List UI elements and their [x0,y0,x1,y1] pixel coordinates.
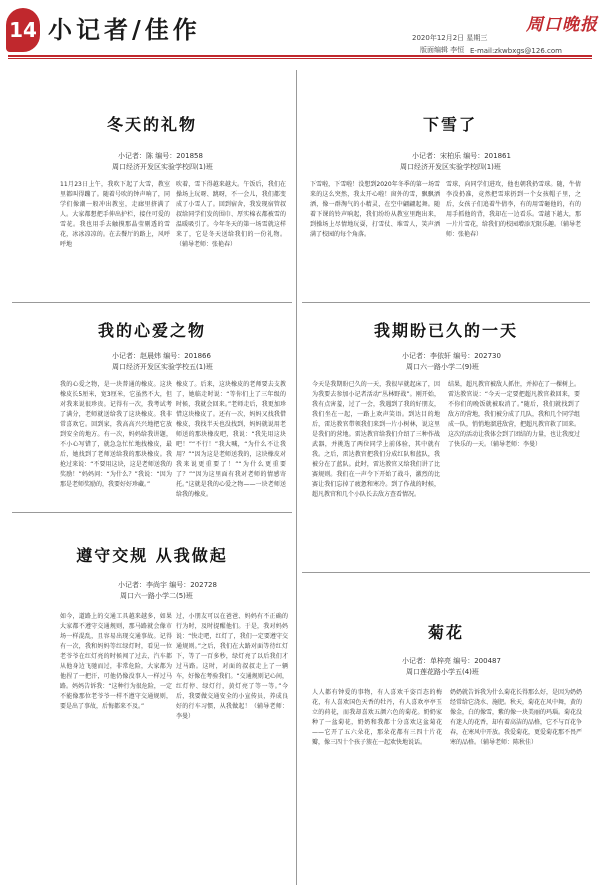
contact-email: E-mail:zkwbxgs@126.com [470,47,562,55]
article-byline: 小记者：李依轩 编号：202730 [402,352,501,360]
article-school: 周口莲花路小学五(4)班 [406,668,479,676]
article-body-col2: 吹着，雪下得越来越大。午饭后，我们在操场上玩呀、跳呀，不一会儿，我们都变成了小雪人了。回到宿舍，我发现宿管叔叔给同学们发的围巾、厚实棉衣都被雪的温暖吸引了。今年冬天的第一场雪就这样来了，它是冬天送给我们的一份礼物。（辅导老师：张艳春） [176,181,286,248]
article-body-col1: 人人都有钟爱的事物，有人喜欢千姿百态的梅花，有人喜欢国色天香的牡丹，有人喜欢亭亭玉立的荷花，而我却喜欢五颜六色的菊花。奶奶家种了一盆菊花，奶奶和我都十分喜欢这盆菊花——它开了五六朵花，那朵花都有三四十片花瓣，像三四十个孩子簇在一起欢快地说话。 [312,689,442,746]
issue-date: 2020年12月2日 星期三 [412,34,488,42]
article-body-col2: 奶奶就告诉我为什么菊花长得那么好，是因为奶奶经常给它浇水、施肥。秋天，菊花在风中舞，黄的像金，白的像雪，紫的像一块美丽的玛瑙。菊花没有迷人的花香，却有着高洁的品格，它不与百花争春，在寒风中开放。我爱菊花，更爱菊花那不畏严寒的品格。（辅导老师：陈秋佳） [450,689,582,746]
article-title: 下雪了 [422,115,477,134]
article-body-col1: 今天是我期盼已久的一天，我很早就起床了，因为我要去参加小记者活动“丛林野战”。刚开始，我有点害羞，过了一会，我遇到了我的好朋友，我们坐在一起，一路上欢声笑语。到达目的地后，雷达教官带领我们来到一片小树林，说这里是我们的营地。雷达教官给我们介绍了三种作战武器，并挑选了两位同学上前体验，其中就有我。之后，雷达教官把我们分成红队和蓝队，我被分在了蓝队。此时，雷达教官又给我们讲了比赛规则。我们在一声令下开始了战斗，激烈的比赛让我们忘掉了疲惫和寒冷。到了作战的时候，超凡教官和几个小队长去敌方查看情况。 [312,381,440,498]
paper-logo: 周口晚报 [526,15,598,35]
article-title: 我期盼已久的一天 [373,321,518,340]
section-title: 小记者/佳作 [48,15,201,44]
article-byline: 小记者：宋柏乐 编号：201861 [412,152,511,160]
row-divider [302,572,590,573]
article-byline: 小记者：单梓亮 编号：200487 [402,657,501,665]
article-body-col2: 结果，超凡教官被敌人抓住，并掉在了一棵树上。雷达教官说：“今天一定要把超凡教官救回来，要不你们的晚饭就被取消了。”随后，我们就找到了敌方的营地，我们被分成了几队，我和几个同学组成一队，悄悄地溜进敌营，把超凡教官救了回来。这次的活动让我体会到了团结的力量，也让我度过了快乐的一天。（辅导老师：李曼） [448,381,580,448]
article-body-col1: 如今，道路上的交通工具越来越多，如果大家都不遵守交通规则，那马路就会像市场一样混乱，且容易出现交通事故。记得有一次，我和妈妈等红绿灯时，看见一位老爷爷在红灯亮的时候闯了过去，汽车都从他身边飞驰而过，非常危险，大家都为他捏了一把汗，可他仍像没事人一样过马路。妈妈告诉我：“这种行为很危险，一定不能像那位老爷爷一样不遵守交通规则，要是出了事故，后悔都来不及。” [60,613,172,710]
article-body-col2: 过，小朋友可以在爸爸、妈妈有不正确的行为时，及时提醒他们。于是，我对妈妈说：“快走吧，红灯了，我们一定要遵守交通规则。”之后，我们在大路对面等待红灯下，等了一百多秒，绿灯亮了以后我们才过马路。这时，对面的叔叔走上了一辆车，好像在考验我们。“交通规则记心间，红灯停、绿灯行，黄灯亮了等一等。”今后，我要做交通安全的小宣传员，养成良好的行车习惯，从我做起！（辅导老师：李曼） [176,613,288,720]
page-number-badge [6,8,40,52]
header-rule-thin [8,58,592,59]
article-byline: 小记者：李尚宇 编号：202728 [118,581,217,589]
article-school: 周口六一路小学二(5)班 [120,592,193,600]
article-title: 我的心爱之物 [97,321,206,340]
article-school: 周口六一路小学二(9)班 [406,363,479,371]
article-title: 冬天的礼物 [106,115,197,134]
article-school: 周口经济开发区实验学校五(1)班 [112,363,213,371]
article-title: 遵守交规 从我做起 [76,546,228,565]
article-school: 周口经济开发区实验学校四(1)班 [400,163,501,171]
column-divider [296,70,297,885]
row-divider [12,302,292,303]
article-body-col1: 我的心爱之物，是一块普通的橡皮。这块橡皮长5厘米，宽3厘米，它虽然不大，但对我来说很珍贵。记得有一次，我考试考了满分，老师就送给我了这块橡皮。我非常喜欢它。回到家，我高高兴兴地把它放到安全的地方。有一次，妈妈给我讲题，不小心写错了，就急急忙忙地找橡皮，最后，她找到了老师送给我的那块橡皮。我抢过来说：“不要用这块，这是老师送我的奖励！”妈妈问：“为什么？”我说：“因为那是老师奖励的，我要好好珍藏。” [60,381,172,488]
page-editor: 版面编辑 李恒 [420,46,465,54]
article-title: 菊花 [427,623,464,642]
page-number: 14 [9,18,37,42]
row-divider [12,512,292,513]
header-rule [8,55,592,57]
article-body-col2: 橡皮了。后来，这块橡皮的老师要去支教了，她临走时说：“等你们上了三年级的时候，我就会回来。”老师走后，我更加珍惜这块橡皮了。还有一次，妈妈又找我借橡皮，我找半天也没找到，妈妈就说用老师送的那块橡皮吧，我说：“我先用这块吧！”“不行！”我大喊，“为什么不让我用？”“因为这是老师送我的，这块橡皮对我来说更重要了！”“为什么更重要了？”“因为这里面有我对老师的情感寄托。”这就是我的心爱之物——一块老师送给我的橡皮。 [176,381,286,498]
article-school: 周口经济开发区实验学校四(1)班 [112,163,213,171]
article-body-col1: 下雪啦，下雪啦！没想到2020年冬季的第一场雪来的这么突然，我太开心啦！窗外的雪，飘飘洒洒，像一群淘气的小精灵，在空中翩翩起舞。随着下课的铃声响起，我们纷纷从教室里跑出来，到操场上尽情地玩耍，打雪仗、堆雪人，笑声洒满了校园的每个角落。 [310,181,440,238]
article-byline: 小记者：赵晨炜 编号：201866 [112,352,211,360]
article-body-col2: 雪球，向同学们进攻，他也朝我扔雪球。随，牛倩李没扔准，竟然把雪球扔到一个女孩帽子里，之后，女孩子们追着牛倩李，有的用雪砸他的，有的用手抓他的背，我却在一边看乐。雪越下越大，那一片片雪花，给我们的校园增添无限乐趣。（辅导老师：张艳春） [446,181,581,238]
article-byline: 小记者：陈 编号：201858 [118,152,203,160]
row-divider [302,302,590,303]
article-body-col1: 11月23日上午，我吹下起了大雪，教室里都叫得蹦了。随着号吹的钟声响了，同学们像潮一般冲出教室，走廊里挤满了人。大家都想把手伸出护栏，接住可爱的雪花。我也用手去触摸那晶莹剔透的雪花，冰冰凉凉的。在去餐厅的路上，风呼呼地 [60,181,170,248]
